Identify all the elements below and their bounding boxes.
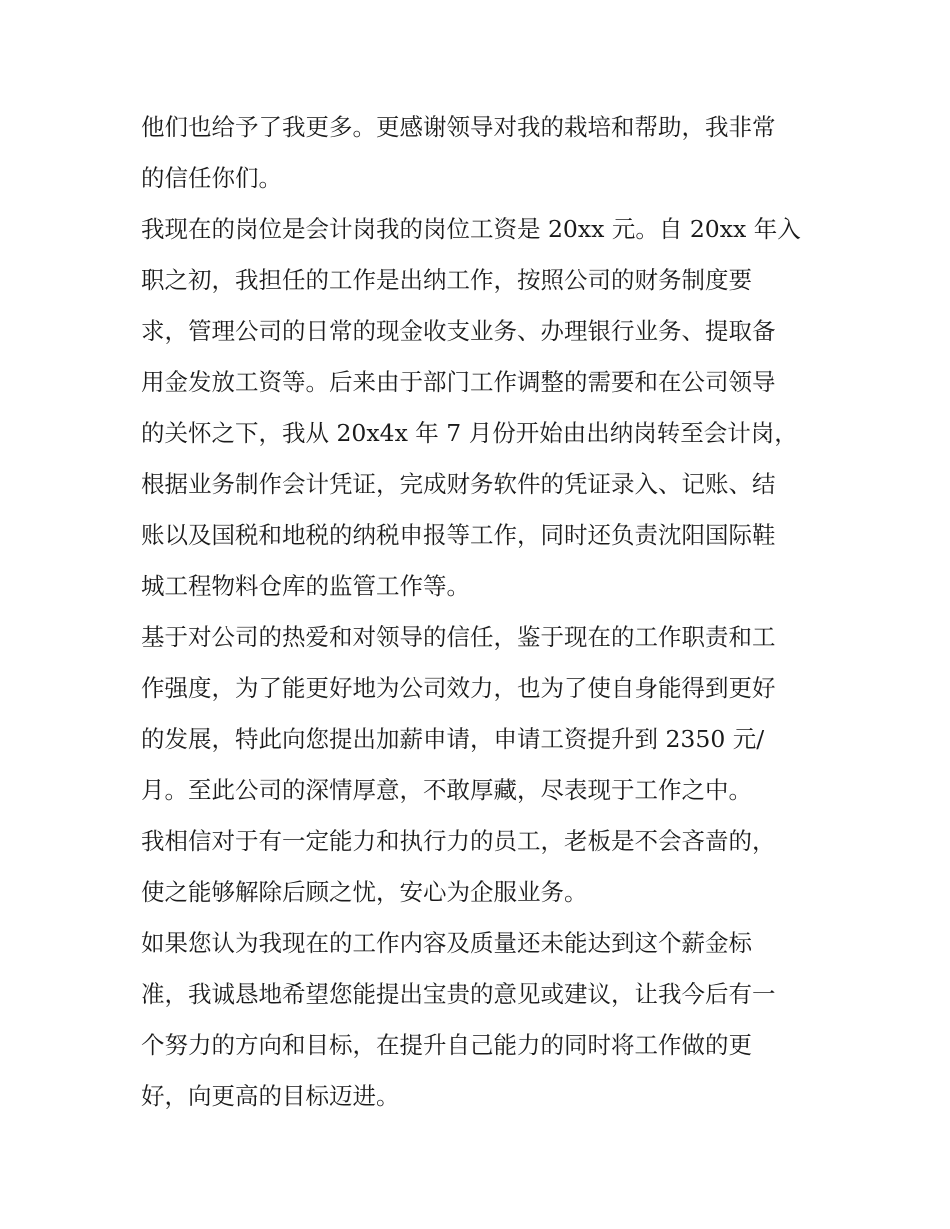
text-line: 使之能够解除后顾之忧，安心为企服业务。: [141, 878, 588, 906]
text-line: 如果您认为我现在的工作内容及质量还未能达到这个薪金标: [141, 929, 752, 957]
text-line: 准，我诚恳地希望您能提出宝贵的意见或建议，让我今后有一: [141, 980, 776, 1008]
text-line: 作强度，为了能更好地为公司效力，也为了使自身能得到更好: [141, 674, 776, 702]
text-line: 根据业务制作会计凭证，完成财务软件的凭证录入、记账、结: [141, 470, 776, 498]
text-line: 他们也给予了我更多。更感谢领导对我的栽培和帮助，我非常: [141, 113, 776, 141]
paragraph-belief: [141, 816, 821, 918]
text-line: 的信任你们。: [141, 164, 282, 192]
text-line: 职之初，我担任的工作是出纳工作，按照公司的财务制度要: [141, 266, 752, 294]
text-line: 用金发放工资等。后来由于部门工作调整的需要和在公司领导: [141, 368, 776, 396]
paragraph-current-position: [141, 204, 821, 612]
text-line: 月。至此公司的深情厚意，不敢厚藏，尽表现于工作之中。: [141, 776, 752, 804]
paragraph-raise-request: [141, 612, 821, 816]
text-line: 的发展，特此向您提出加薪申请，申请工资提升到 2350 元/: [141, 725, 765, 753]
text-line: 我相信对于有一定能力和执行力的员工，老板是不会吝啬的，: [141, 827, 776, 855]
paragraph-closing: [141, 918, 821, 1122]
text-line: 个努力的方向和目标，在提升自己能力的同时将工作做的更: [141, 1031, 752, 1059]
text-line: 我现在的岗位是会计岗我的岗位工资是 20xx 元。自 20xx 年入: [141, 215, 801, 243]
text-line: 基于对公司的热爱和对领导的信任，鉴于现在的工作职责和工: [141, 623, 776, 651]
text-line: 求，管理公司的日常的现金收支业务、办理银行业务、提取备: [141, 317, 776, 345]
document-body: [141, 102, 821, 1122]
text-line: 的关怀之下，我从 20x4x 年 7 月份开始由出纳岗转至会计岗，: [141, 419, 798, 447]
text-line: 好，向更高的目标迈进。: [141, 1082, 400, 1110]
text-line: 账以及国税和地税的纳税申报等工作，同时还负责沈阳国际鞋: [141, 521, 776, 549]
text-line: 城工程物料仓库的监管工作等。: [141, 572, 470, 600]
paragraph-gratitude: [141, 102, 821, 204]
